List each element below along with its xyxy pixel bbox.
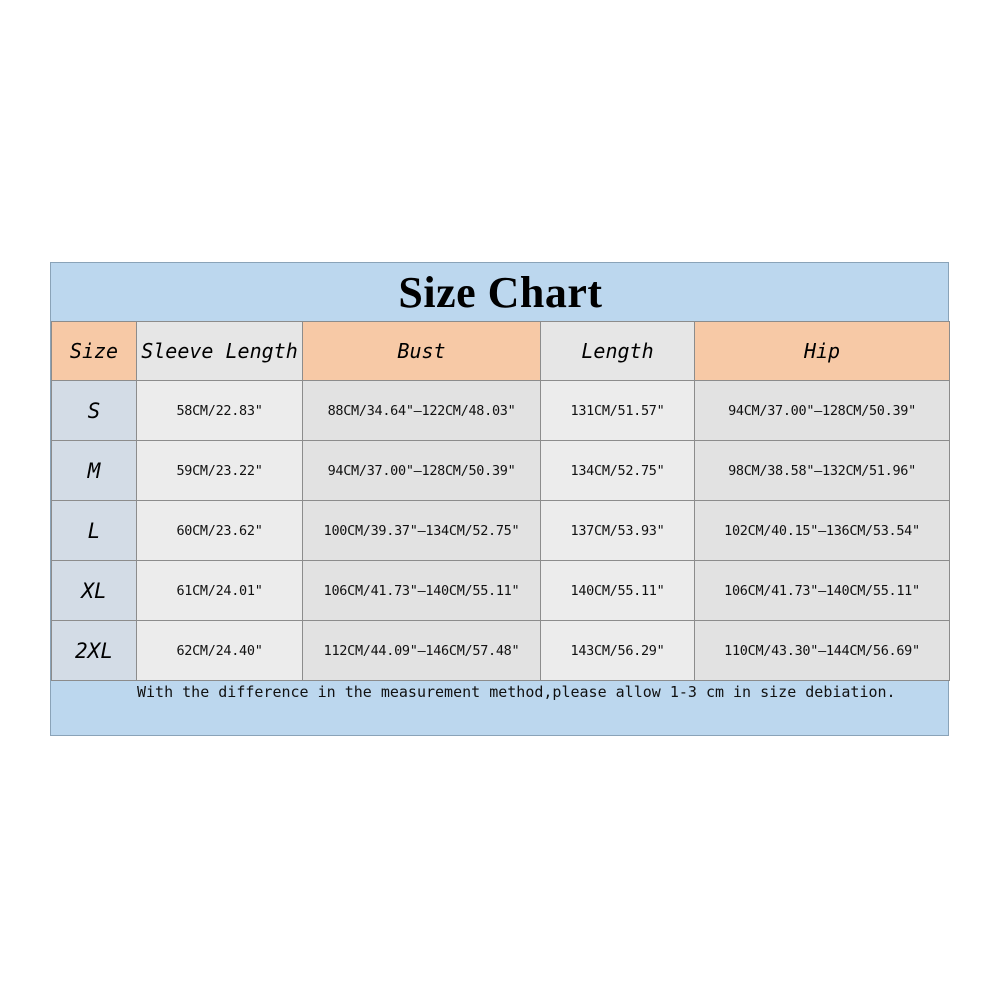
size-label: L	[52, 501, 137, 561]
sleeve-value: 58CM/22.83"	[137, 381, 303, 441]
size-chart	[50, 262, 949, 736]
bust-value: 88CM/34.64"—122CM/48.03"	[303, 381, 541, 441]
length-value: 143CM/56.29"	[541, 621, 695, 681]
table-row	[52, 501, 950, 561]
length-value: 140CM/55.11"	[541, 561, 695, 621]
measurement-note: With the difference in the measurement method,please allow 1-3 cm in size debiation.	[137, 683, 896, 701]
hip-value: 110CM/43.30"—144CM/56.69"	[695, 621, 950, 681]
bust-value: 94CM/37.00"—128CM/50.39"	[303, 441, 541, 501]
size-label: M	[52, 441, 137, 501]
size-label: S	[52, 381, 137, 441]
header-hip: Hip	[695, 322, 950, 381]
bust-value: 112CM/44.09"—146CM/57.48"	[303, 621, 541, 681]
length-value: 131CM/51.57"	[541, 381, 695, 441]
sleeve-value: 62CM/24.40"	[137, 621, 303, 681]
hip-value: 98CM/38.58"—132CM/51.96"	[695, 441, 950, 501]
header-size: Size	[52, 322, 137, 381]
size-label: 2XL	[52, 621, 137, 681]
header-sleeve-length: Sleeve Length	[137, 322, 303, 381]
table-row	[52, 561, 950, 621]
hip-value: 94CM/37.00"—128CM/50.39"	[695, 381, 950, 441]
header-row	[52, 322, 950, 381]
header-bust: Bust	[303, 322, 541, 381]
table-row	[52, 621, 950, 681]
bust-value: 100CM/39.37"—134CM/52.75"	[303, 501, 541, 561]
sleeve-value: 61CM/24.01"	[137, 561, 303, 621]
length-value: 137CM/53.93"	[541, 501, 695, 561]
hip-value: 106CM/41.73"—140CM/55.11"	[695, 561, 950, 621]
chart-title: Size Chart	[398, 267, 603, 317]
sleeve-value: 60CM/23.62"	[137, 501, 303, 561]
table-row	[52, 381, 950, 441]
bust-value: 106CM/41.73"—140CM/55.11"	[303, 561, 541, 621]
sleeve-value: 59CM/23.22"	[137, 441, 303, 501]
size-label: XL	[52, 561, 137, 621]
length-value: 134CM/52.75"	[541, 441, 695, 501]
table-row	[52, 441, 950, 501]
size-table	[51, 321, 950, 681]
header-length: Length	[541, 322, 695, 381]
hip-value: 102CM/40.15"—136CM/53.54"	[695, 501, 950, 561]
